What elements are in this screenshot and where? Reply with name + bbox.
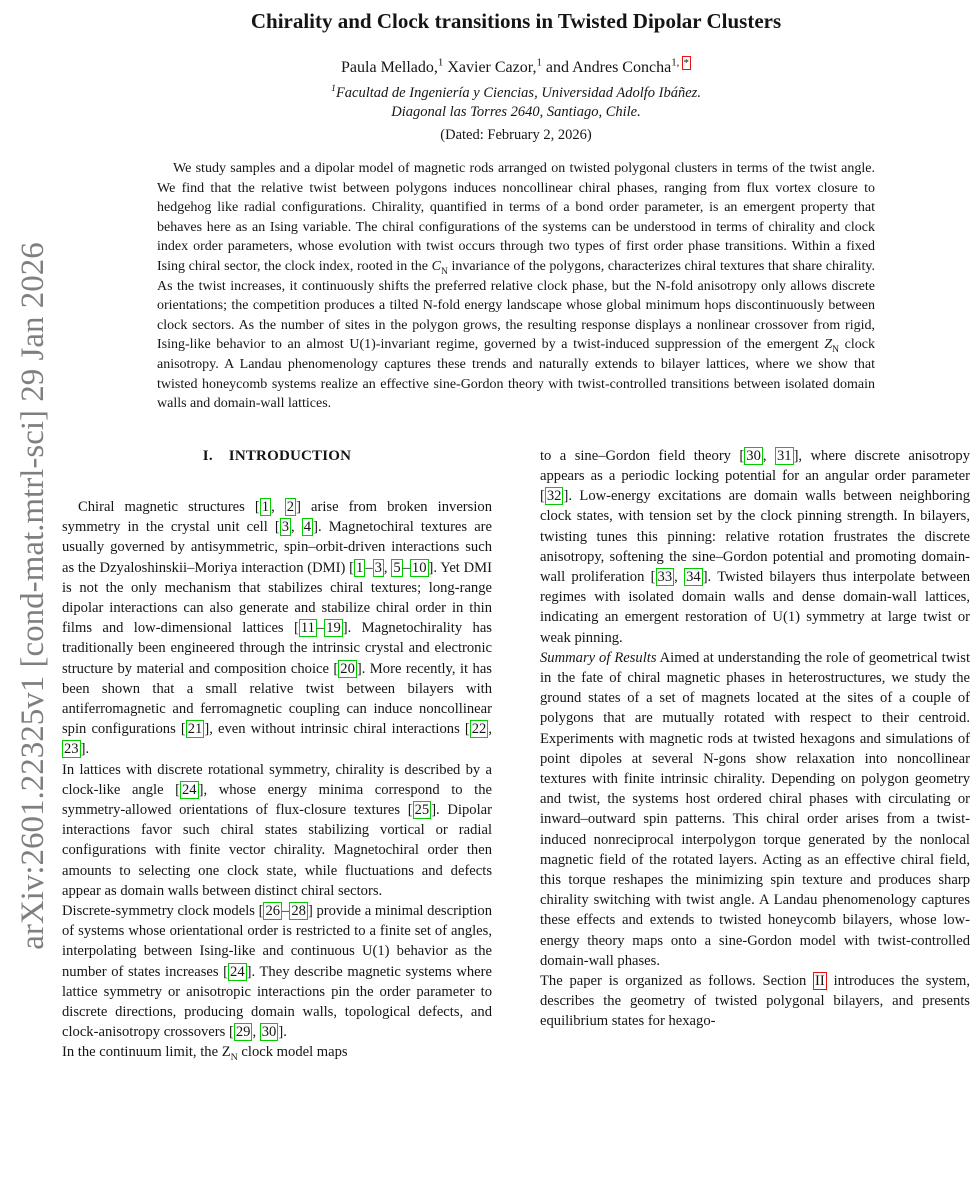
citation-link[interactable]: 29: [235, 1024, 251, 1041]
text-run: –: [282, 902, 290, 919]
subscript: N: [440, 266, 448, 277]
text-run: ,: [762, 447, 775, 464]
text-run: Discrete-symmetry clock models [: [62, 902, 264, 919]
citation-link[interactable]: 26: [265, 902, 281, 919]
citation-link[interactable]: 24: [182, 781, 197, 798]
dated-line: (Dated: February 2, 2026): [440, 127, 592, 143]
text-run: Diagonal las Torres 2640, Santiago, Chile.: [391, 104, 641, 120]
superscript: 1,: [671, 56, 682, 69]
text-run: In the continuum limit, the Z: [62, 1044, 231, 1061]
section-number: I.: [202, 447, 213, 464]
text-run: ].: [278, 1024, 287, 1041]
text-run: Chiral magnetic structures [: [78, 498, 260, 515]
citation-link[interactable]: 30: [261, 1024, 277, 1041]
text-run: ], even without intrinsic chiral interactions [: [204, 721, 470, 738]
text-run: clock anisotropy. A Landau phenomenology captures these trends and naturally extends to bilayer lattices, where we show that twisted honeycomb systems realize an effective sine-Gordon theory with twist-controlled transitions between isolated domain walls and domain-wall lattices.: [157, 337, 875, 412]
text-run: ] arise from broken inversion symmetry in the crystal unit cell [: [62, 498, 492, 536]
text-run: ,: [488, 721, 492, 738]
text-run: ]. More recently, it has been shown that a small relative twist between bilayers with antiferromagnetic and ferromagnetic coupling can induce noncollinear spin configurations [: [62, 660, 492, 738]
text-run: and Andres Concha: [541, 59, 672, 76]
superscript: 1: [536, 56, 542, 69]
text-run: ], where discrete anisotropy appears as a periodic locking potential for an angular order parameter [: [540, 447, 971, 505]
arxiv-stamp: arXiv:2601.22325v1 [cond-mat.mtrl-sci] 29 Jan 2026: [15, 242, 51, 950]
citation-link[interactable]: 3: [374, 559, 382, 576]
text-run: ].: [80, 741, 90, 758]
citation-link[interactable]: 32: [546, 488, 562, 505]
citation-link[interactable]: 24: [230, 963, 245, 980]
text-run: Xavier Cazor,: [443, 59, 537, 76]
citation-link[interactable]: 2: [286, 498, 295, 515]
citation-link[interactable]: 5: [393, 559, 401, 576]
author-note-link[interactable]: *: [683, 56, 689, 69]
text-run: Summary of Results: [540, 649, 657, 666]
citation-link[interactable]: 20: [340, 660, 355, 677]
left-column: [62, 446, 492, 1063]
text-run: ,: [291, 519, 302, 536]
text-run: –: [316, 620, 325, 637]
paragraph: [540, 971, 970, 1032]
two-column-body: [62, 446, 970, 1063]
affiliation-line-1: [62, 84, 970, 103]
citation-link[interactable]: 31: [776, 447, 792, 464]
text-run: Facultad de Ingeniería y Ciencias, Universidad Adolfo Ibáñez.: [335, 85, 701, 101]
abstract: [157, 159, 875, 414]
text-run: clock model maps: [237, 1044, 348, 1061]
right-column-paragraphs: [540, 446, 970, 1032]
text-run: –: [402, 559, 410, 576]
paragraph: [62, 760, 492, 901]
text-run: to a sine–Gordon field theory [: [540, 447, 745, 464]
citation-link[interactable]: 25: [414, 801, 430, 818]
citation-link[interactable]: 10: [411, 559, 427, 576]
citation-link[interactable]: 28: [291, 902, 306, 919]
text-run: In lattices with discrete rotational symmetry, chirality is described by a clock-like angle [: [62, 761, 492, 798]
citation-link[interactable]: 11: [300, 620, 315, 637]
text-run: ,: [252, 1024, 260, 1041]
citation-link[interactable]: 4: [303, 519, 312, 536]
text-run: ], whose energy minima correspond to the symmetry-allowed orientations of flux-closure textures [: [62, 781, 492, 818]
citation-link[interactable]: 22: [471, 721, 487, 738]
citation-link[interactable]: 34: [686, 568, 701, 585]
subscript: N: [832, 345, 840, 356]
text-run: ]. Twisted bilayers thus interpolate between regimes with isolated domain walls and dense domain-wall lattices, indicating an emergent restoration of U(1) symmetry at large twist or weak pinning.: [540, 568, 970, 646]
section-heading-introduction: [62, 446, 492, 466]
text-run: ,: [674, 568, 685, 585]
citation-link[interactable]: 30: [746, 447, 761, 464]
page-title: Chirality and Clock transitions in Twisted Dipolar Clusters: [250, 9, 782, 33]
superscript: 1: [331, 83, 336, 95]
text-run: Paula Mellado,: [341, 59, 438, 76]
paper-content: [62, 8, 970, 1063]
citation-link[interactable]: 33: [657, 568, 673, 585]
affiliation-block: [62, 84, 970, 122]
text-run: ]. Magnetochiral textures are usually governed by antisymmetric, spin–orbit-driven interactions such as the Dzyaloshinskii–Moriya interaction (DMI) [: [62, 519, 493, 576]
text-run: Z: [824, 337, 833, 353]
text-run: ,: [271, 498, 285, 515]
right-column: [540, 446, 970, 1063]
citation-link[interactable]: 1: [356, 559, 364, 576]
paragraph: [62, 1042, 492, 1062]
citation-link[interactable]: 23: [64, 741, 79, 758]
text-run: ]. Yet DMI is not the only mechanism that stabilizes chiral textures; long-range dipolar interactions can also generate and stabilize chiral order in thin films and low-dimensional lattices [: [62, 559, 493, 637]
text-run: ]. Magnetochirality has traditionally been engineered through the intrinsic crystal and electronic structure by material and composition choice [: [62, 620, 492, 677]
paragraph: [540, 446, 970, 648]
left-column-paragraphs: [62, 497, 492, 1063]
paragraph: [62, 901, 492, 1042]
text-run: invariance of the polygons, characterizes chiral textures that share chirality. As the twist increases, it continuously shifts the preferred relative clock phase, but the N-fold anisotropy only allows discrete orientations; the competition produces a tilted N-fold energy landscape whose global minimum hops discontinuously between clock sectors. As the number of sites in the polygon grows, the resulting response displays a nonlinear crossover from rigid, Ising-like behavior to an almost U(1)-invariant regime, governed by a twist-induced suppression of the emergent: [157, 258, 875, 353]
text-run: ]. Low-energy excitations are domain walls between neighboring clock states, with tension set by the clock pinning strength. In bilayers, twisting tunes this pinning: relative rotation frustrates the discrete anisotropy, softening the sine–Gordon potential and promoting domain-wall proliferation [: [540, 488, 970, 585]
affiliation-line-2: [62, 103, 970, 122]
text-run: ,: [383, 559, 392, 576]
citation-link[interactable]: 21: [187, 721, 203, 738]
section-ref-link[interactable]: II: [815, 973, 825, 989]
text-run: –: [365, 559, 373, 576]
text-run: ]. Dipolar interactions favor such chiral states stabilizing vortical or radial configurations with finite vector chirality. Magnetochiral order then amounts to selecting one clock state, while fluctuations and defects appear as domain walls between distinct chiral sectors.: [62, 801, 492, 899]
authors-line: [62, 56, 970, 77]
text-run: C: [431, 258, 441, 274]
text-run: Aimed at understanding the role of geometrical twist in the fate of chiral magnetic phases in heterostructures, we study the ground states of a set of magnets located at the sites of a couple of polygons that are mutually rotated with respect to their centroid. Experiments with magnetic rods at twisted hexagons and simulations of point dipoles at several N-gons show relaxation into noncollinear textures with finite intrinsic chirality. Depending on polygon geometry and twist, the systems host ordered chiral phases with circulating or inward–outward spin patterns. This chiral order arises from a twist-induced nonreciprocal interpolygon torque generated by the nonlocal magnetic field of the rotated layers. Acting as an effective chiral field, this torque reshapes the minimizing spin texture and produces sharp chirality switching with twist angle. A Landau phenomenology captures these effects and extends to twisted honeycomb bilayers, whose low-energy theory maps onto a sine-Gordon model with twist-controlled domain-wall phases.: [540, 649, 970, 969]
text-run: ]. They describe magnetic systems where lattice symmetry or anisotropic interactions pin the order parameter to discrete directions, producing domain walls, topological defects, and clock-anisotropy crossovers [: [62, 963, 492, 1041]
text-run: The paper is organized as follows. Section: [540, 973, 814, 989]
text-run: We study samples and a dipolar model of magnetic rods arranged on twisted polygonal clusters in terms of the twist angle. We find that the relative twist between polygons induces noncollinear chiral phases, ranging from flux vortex closure to hedgehog like radial configurations. Chirality, quantified in terms of a bond order parameter, is an emergent property that behaves here as an Ising variable. The chiral configurations of the systems can be understood in terms of chirality and clock index order parameters, whose evolution with twist occurs through two types of first order phase transitions. Within a fixed Ising chiral sector, the clock index, rooted in the: [157, 161, 875, 274]
citation-link[interactable]: 19: [326, 620, 341, 637]
citation-link[interactable]: 3: [281, 519, 290, 536]
text-run: introduces the system, describes the geometry of twisted polygonal bilayers, and presents equilibrium states for hexago-: [540, 973, 970, 1030]
text-run: ] provide a minimal description of systems whose orientational order is restricted to a finite set of angles, interpolating between Ising-like and continuous U(1) behavior as the number of states increases [: [62, 902, 492, 980]
paragraph: [540, 648, 970, 971]
section-title: INTRODUCTION: [228, 447, 352, 464]
citation-link[interactable]: 1: [261, 498, 270, 515]
paragraph: [62, 497, 492, 760]
superscript: 1: [437, 56, 444, 69]
subscript: N: [230, 1052, 238, 1064]
